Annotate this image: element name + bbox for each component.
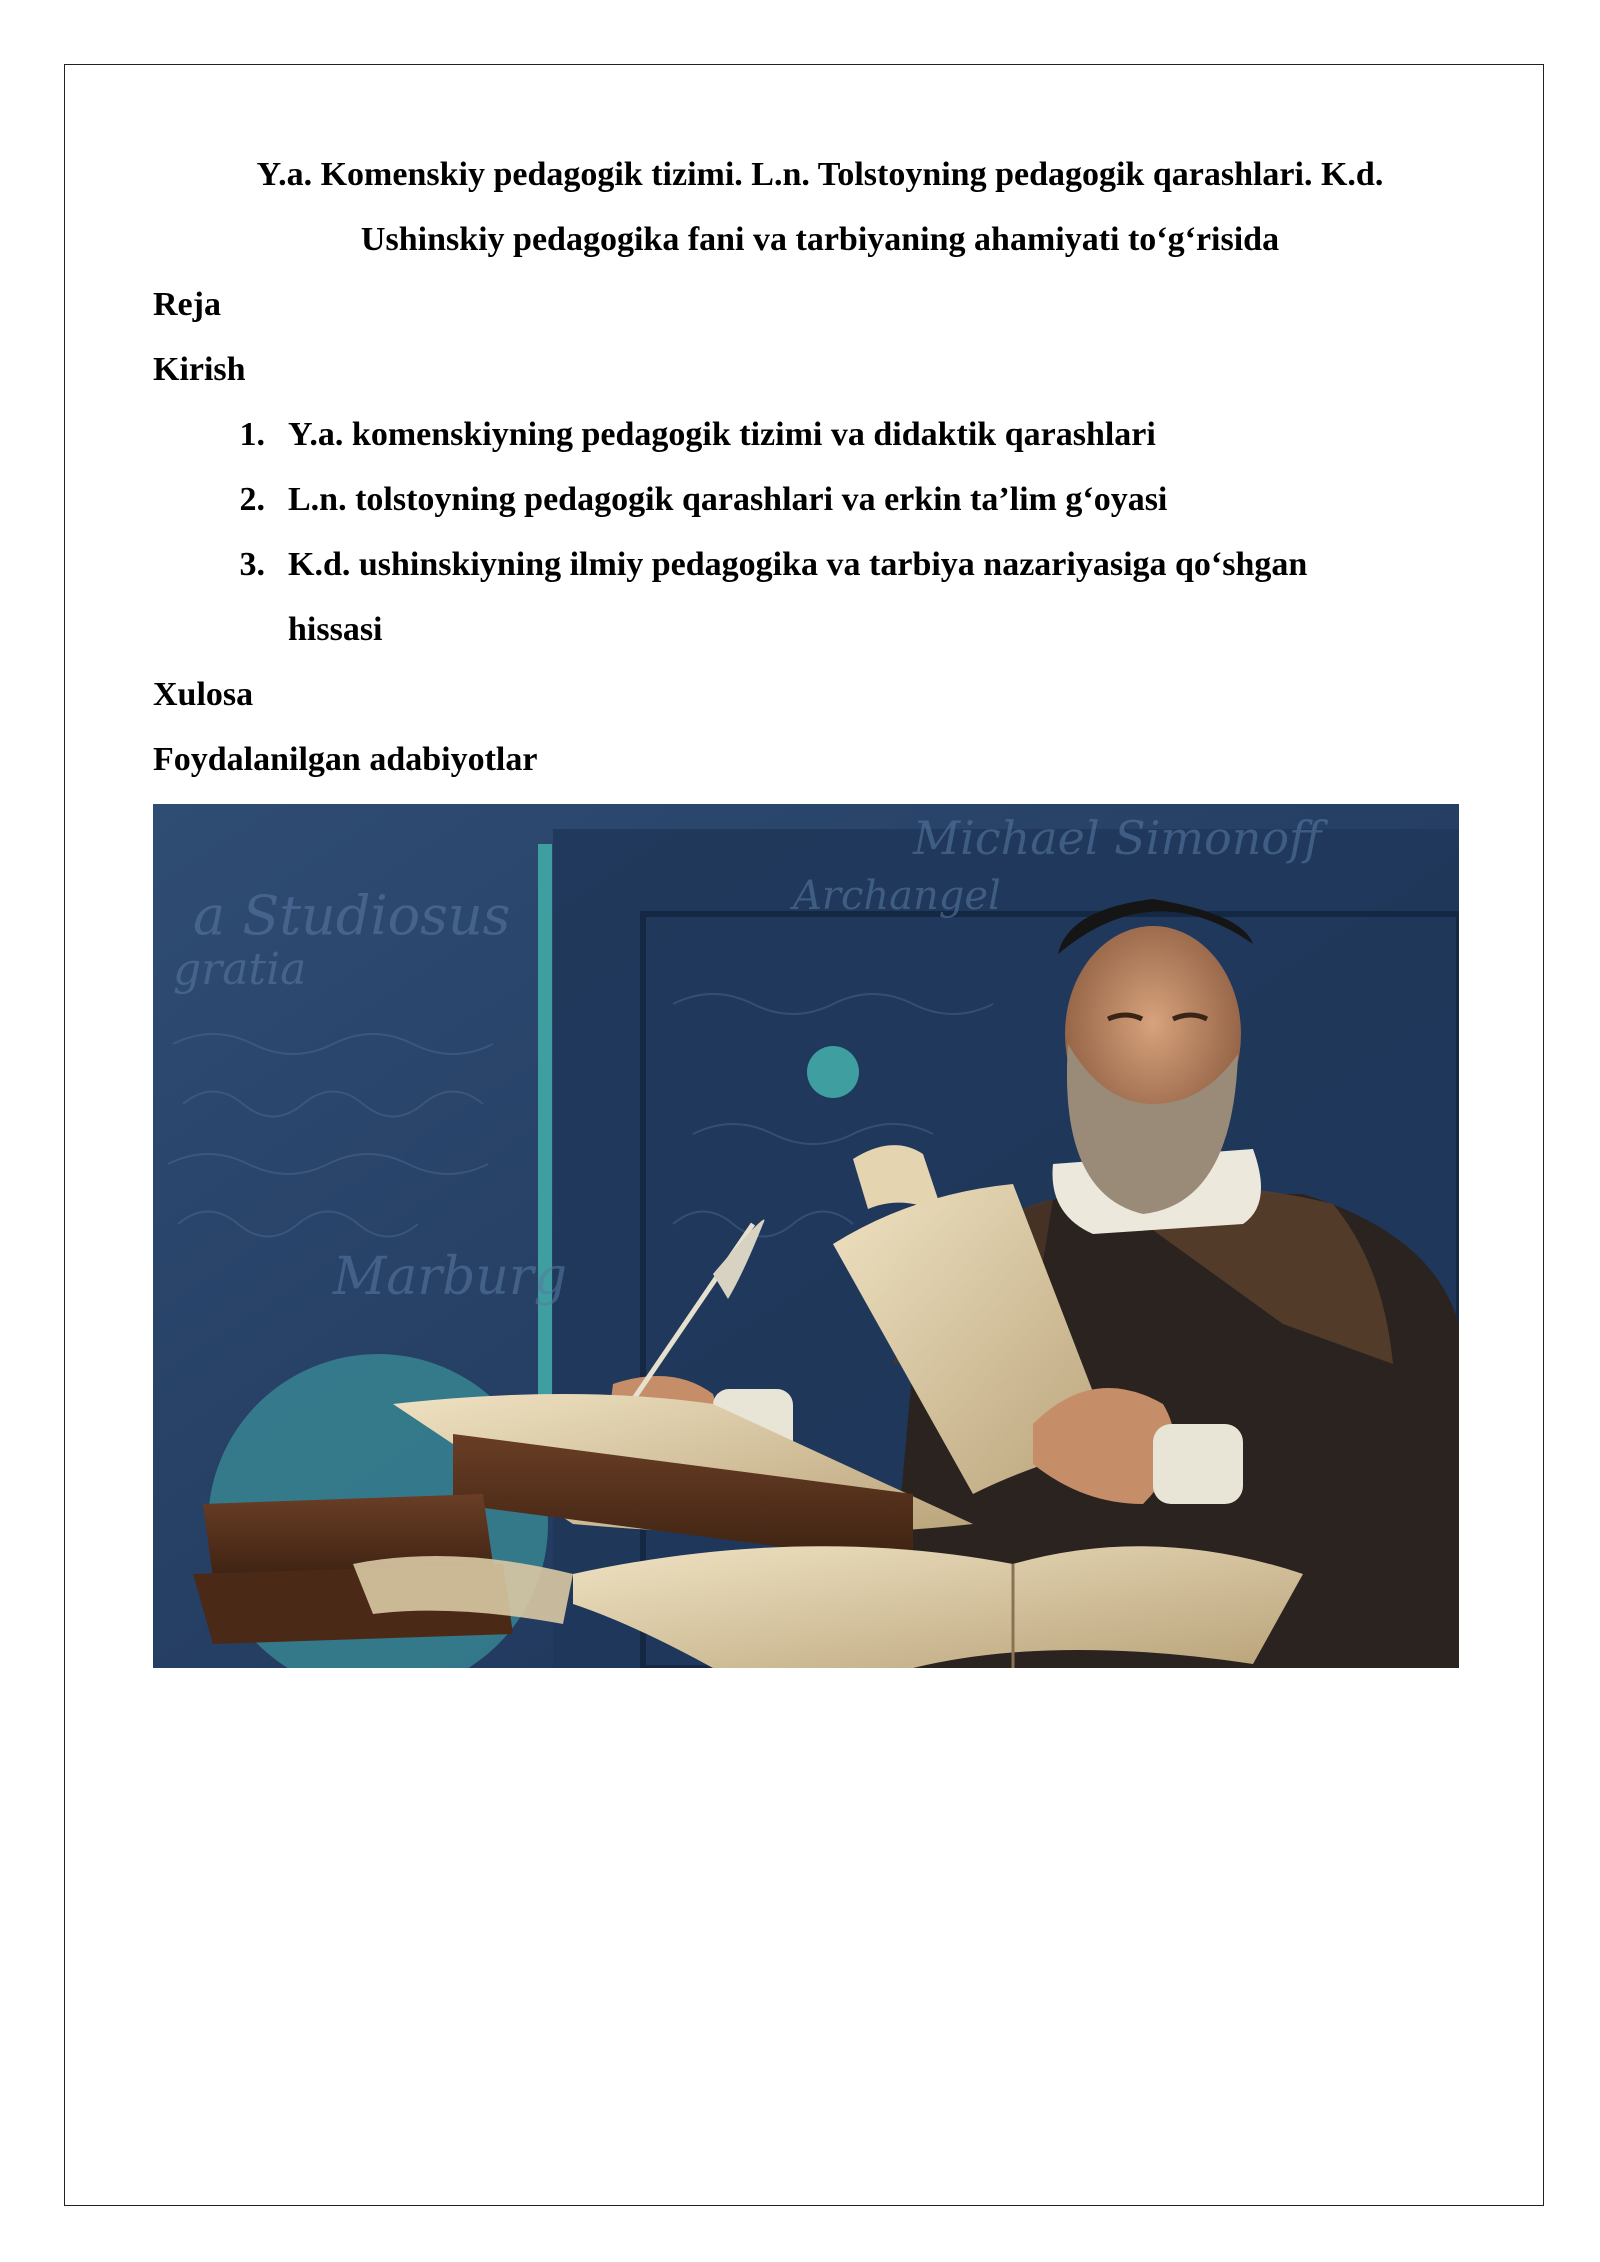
- right-cuff: [1153, 1424, 1243, 1504]
- teal-bar: [538, 844, 552, 1404]
- list-item-number: 2.: [239, 481, 265, 518]
- list-item-text: Y.a. komenskiyning pedagogik tizimi va didaktik qarashlari: [288, 416, 1156, 453]
- list-item-number: 3.: [239, 546, 265, 583]
- script-word: Michael Simonoff: [913, 811, 1322, 865]
- script-word: gratia: [173, 944, 307, 995]
- script-word: Marburg: [333, 1247, 568, 1307]
- list-item-number: 1.: [239, 416, 265, 453]
- portrait-illustration-svg: [153, 804, 1459, 1668]
- script-word: a Studiosus: [193, 884, 511, 947]
- portrait-illustration: [153, 804, 1459, 1668]
- open-book: [573, 1546, 1303, 1668]
- list-item-text: K.d. ushinskiyning ilmiy pedagogika va tarbiya nazariyasiga qo‘shgan: [288, 546, 1308, 583]
- teal-dot: [807, 1046, 859, 1098]
- conclusion-heading: Xulosa: [153, 676, 254, 713]
- script-word: Archangel: [793, 873, 1001, 919]
- title-line-1: Y.a. Komenskiy pedagogik tizimi. L.n. Tolstoyning pedagogik qarashlari. K.d.: [256, 156, 1384, 193]
- plan-heading: Reja: [153, 286, 221, 323]
- document-title: [150, 142, 1490, 272]
- list-item-continuation: hissasi: [288, 611, 383, 648]
- references-heading: Foydalanilgan adabiyotlar: [153, 741, 538, 778]
- title-line-2: Ushinskiy pedagogika fani va tarbiyaning ahamiyati to‘g‘risida: [360, 221, 1280, 258]
- list-item-text: L.n. tolstoyning pedagogik qarashlari va erkin ta’lim g‘oyasi: [288, 481, 1168, 518]
- intro-heading: Kirish: [153, 351, 246, 388]
